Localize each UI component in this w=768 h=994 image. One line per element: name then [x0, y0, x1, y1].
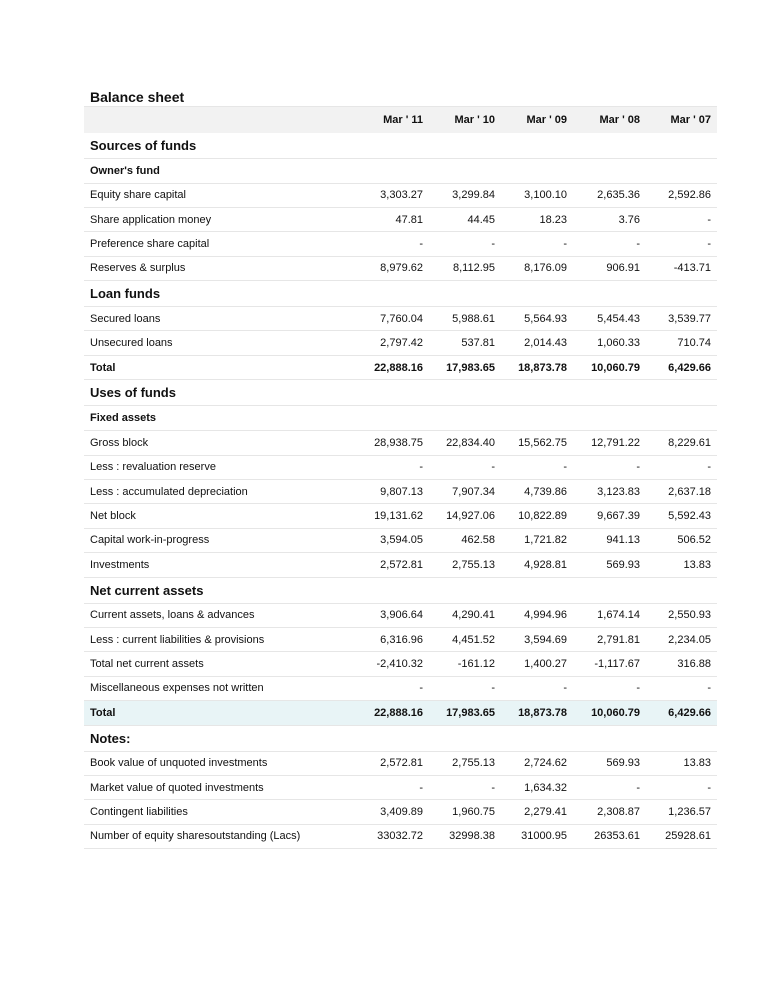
value-cell: 10,060.79	[591, 361, 640, 374]
value-cell: 2,592.86	[668, 189, 711, 202]
value-cell: -	[707, 682, 711, 695]
table-row	[84, 824, 717, 848]
column-header: Mar ' 10	[429, 107, 501, 133]
row-label: Equity share capital	[90, 189, 186, 202]
value-cell: 10,060.79	[591, 706, 640, 719]
value-cell: 14,927.06	[446, 510, 495, 523]
value-cell: 4,290.41	[452, 609, 495, 622]
value-cell: 5,988.61	[452, 312, 495, 325]
value-cell: -	[707, 213, 711, 226]
value-cell: 506.52	[677, 534, 711, 547]
section-heading: Net current assets	[84, 577, 717, 603]
value-cell: 2,637.18	[668, 485, 711, 498]
value-cell: -	[419, 781, 423, 794]
value-cell: -	[419, 461, 423, 474]
value-cell: -	[563, 461, 567, 474]
value-cell: -	[491, 461, 495, 474]
balance-sheet	[84, 88, 717, 849]
subsection-heading: Fixed assets	[84, 406, 717, 431]
value-cell: 3,594.69	[524, 633, 567, 646]
table-row	[84, 676, 717, 700]
value-cell: 7,907.34	[452, 485, 495, 498]
row-label: Miscellaneous expenses not written	[90, 682, 264, 695]
section-heading-row	[84, 133, 717, 159]
value-cell: 316.88	[677, 658, 711, 671]
value-cell: 1,236.57	[668, 806, 711, 818]
value-cell: 2,572.81	[380, 757, 423, 770]
value-cell: 19,131.62	[374, 510, 423, 523]
value-cell: 6,316.96	[380, 633, 423, 646]
value-cell: 17,983.65	[446, 361, 495, 374]
value-cell: 1,400.27	[524, 658, 567, 671]
value-cell: 8,176.09	[524, 262, 567, 275]
value-cell: 3,123.83	[597, 485, 640, 498]
value-cell: 941.13	[606, 534, 640, 547]
value-cell: 2,755.13	[452, 757, 495, 770]
table-row	[84, 431, 717, 455]
row-label: Investments	[90, 558, 150, 571]
table-row	[84, 307, 717, 331]
value-cell: 3,299.84	[452, 189, 495, 202]
value-cell: -413.71	[673, 262, 711, 275]
value-cell: -	[636, 237, 640, 250]
value-cell: 17,983.65	[446, 706, 495, 719]
section-heading-row	[84, 725, 717, 751]
value-cell: 2,755.13	[452, 558, 495, 571]
value-cell: 6,429.66	[668, 706, 711, 719]
value-cell: -	[491, 682, 495, 695]
value-cell: 2,797.42	[380, 337, 423, 350]
value-cell: 3,539.77	[668, 312, 711, 325]
value-cell: -	[491, 781, 495, 794]
row-label: Total	[90, 706, 116, 719]
value-cell: 9,667.39	[597, 510, 640, 523]
row-label: Total	[90, 361, 116, 374]
column-header: Mar ' 09	[501, 107, 573, 133]
value-cell: 3,594.05	[380, 534, 423, 547]
table-row	[84, 183, 717, 207]
section-heading: Loan funds	[84, 281, 717, 307]
section-heading: Uses of funds	[84, 380, 717, 406]
value-cell: -	[707, 781, 711, 794]
value-cell: 2,014.43	[524, 337, 567, 350]
table-row	[84, 331, 717, 355]
value-cell: 6,429.66	[668, 361, 711, 374]
value-cell: 2,308.87	[597, 806, 640, 818]
balance-sheet-table	[84, 106, 717, 849]
value-cell: -2,410.32	[376, 658, 423, 671]
value-cell: -	[636, 682, 640, 695]
value-cell: -1,117.67	[594, 658, 640, 671]
row-label: Less : revaluation reserve	[90, 461, 216, 474]
value-cell: 1,721.82	[524, 534, 567, 547]
row-label: Capital work-in-progress	[90, 534, 210, 547]
value-cell: 4,994.96	[524, 609, 567, 622]
value-cell: 28,938.75	[374, 436, 423, 449]
table-row	[84, 232, 717, 256]
value-cell: 2,550.93	[668, 609, 711, 622]
value-cell: 3,303.27	[380, 189, 423, 202]
value-cell: 3,409.89	[380, 806, 423, 818]
value-cell: 4,928.81	[524, 558, 567, 571]
value-cell: -	[419, 237, 423, 250]
value-cell: 32998.38	[449, 830, 495, 843]
row-label: Contingent liabilities	[90, 806, 188, 818]
value-cell: 3,100.10	[524, 189, 567, 202]
column-header: Mar ' 07	[646, 107, 717, 133]
table-row	[84, 553, 717, 577]
value-cell: 8,229.61	[668, 436, 711, 449]
section-heading: Sources of funds	[84, 133, 717, 159]
section-heading: Notes:	[84, 725, 717, 751]
value-cell: -	[707, 461, 711, 474]
row-label: Less : current liabilities & provisions	[90, 633, 265, 646]
value-cell: 13.83	[683, 757, 711, 770]
value-cell: 3,906.64	[380, 609, 423, 622]
value-cell: -161.12	[457, 658, 495, 671]
value-cell: 1,060.33	[597, 337, 640, 350]
value-cell: -	[707, 237, 711, 250]
column-header-label	[84, 107, 357, 133]
row-label: Total net current assets	[90, 658, 204, 671]
value-cell: 3.76	[618, 213, 640, 226]
value-cell: 31000.95	[521, 830, 567, 843]
value-cell: 8,112.95	[452, 262, 495, 275]
table-row	[84, 652, 717, 676]
row-label: Reserves & surplus	[90, 262, 186, 275]
table-row	[84, 455, 717, 479]
section-heading-row	[84, 577, 717, 603]
value-cell: 2,234.05	[668, 633, 711, 646]
table-row	[84, 504, 717, 528]
value-cell: 4,739.86	[524, 485, 567, 498]
value-cell: -	[636, 461, 640, 474]
value-cell: 22,834.40	[446, 436, 495, 449]
row-label: Book value of unquoted investments	[90, 757, 268, 770]
value-cell: 2,724.62	[524, 757, 567, 770]
value-cell: -	[563, 237, 567, 250]
row-label: Number of equity sharesoutstanding (Lacs)	[90, 830, 301, 843]
table-row	[84, 256, 717, 280]
value-cell: 462.58	[461, 534, 495, 547]
table-row	[84, 480, 717, 504]
value-cell: -	[491, 237, 495, 250]
value-cell: 15,562.75	[518, 436, 567, 449]
value-cell: 569.93	[606, 757, 640, 770]
row-label: Unsecured loans	[90, 337, 173, 350]
row-label: Current assets, loans & advances	[90, 609, 255, 622]
value-cell: 2,279.41	[524, 806, 567, 818]
subsection-heading-row	[84, 158, 717, 183]
value-cell: 4,451.52	[452, 633, 495, 646]
row-label: Market value of quoted investments	[90, 781, 264, 794]
column-header: Mar ' 08	[573, 107, 646, 133]
value-cell: 569.93	[606, 558, 640, 571]
value-cell: 18,873.78	[518, 361, 567, 374]
row-label: Share application money	[90, 213, 212, 226]
subsection-heading-row	[84, 406, 717, 431]
value-cell: -	[636, 781, 640, 794]
table-body	[84, 133, 717, 849]
column-header: Mar ' 11	[357, 107, 429, 133]
value-cell: 1,674.14	[597, 609, 640, 622]
value-cell: 12,791.22	[591, 436, 640, 449]
value-cell: 710.74	[677, 337, 711, 350]
column-header-row	[84, 107, 717, 133]
total-row	[84, 701, 717, 725]
table-row	[84, 207, 717, 231]
value-cell: 2,635.36	[597, 189, 640, 202]
value-cell: -	[563, 682, 567, 695]
value-cell: 47.81	[395, 213, 423, 226]
value-cell: 1,960.75	[452, 806, 495, 818]
table-row	[84, 751, 717, 775]
value-cell: 22,888.16	[374, 706, 423, 719]
value-cell: 5,454.43	[597, 312, 640, 325]
table-row	[84, 603, 717, 627]
value-cell: 2,791.81	[597, 633, 640, 646]
value-cell: 25928.61	[665, 830, 711, 843]
table-row	[84, 775, 717, 799]
value-cell: -	[419, 682, 423, 695]
value-cell: 906.91	[606, 262, 640, 275]
row-label: Secured loans	[90, 312, 161, 325]
value-cell: 537.81	[461, 337, 495, 350]
total-row	[84, 355, 717, 379]
value-cell: 13.83	[683, 558, 711, 571]
value-cell: 5,592.43	[668, 510, 711, 523]
value-cell: 44.45	[467, 213, 495, 226]
table-row	[84, 528, 717, 552]
row-label: Gross block	[90, 436, 149, 449]
value-cell: 8,979.62	[380, 262, 423, 275]
page-title: Balance sheet	[90, 89, 185, 105]
row-label: Less : accumulated depreciation	[90, 485, 248, 498]
value-cell: 18.23	[539, 213, 567, 226]
value-cell: 18,873.78	[518, 706, 567, 719]
value-cell: 10,822.89	[518, 510, 567, 523]
section-heading-row	[84, 281, 717, 307]
row-label: Net block	[90, 510, 136, 523]
value-cell: 33032.72	[377, 830, 423, 843]
table-row	[84, 627, 717, 651]
value-cell: 2,572.81	[380, 558, 423, 571]
value-cell: 5,564.93	[524, 312, 567, 325]
table-row	[84, 800, 717, 824]
value-cell: 1,634.32	[524, 781, 567, 794]
subsection-heading: Owner's fund	[84, 158, 717, 183]
value-cell: 26353.61	[594, 830, 640, 843]
value-cell: 9,807.13	[380, 485, 423, 498]
value-cell: 22,888.16	[374, 361, 423, 374]
row-label: Preference share capital	[90, 237, 210, 250]
section-heading-row	[84, 380, 717, 406]
value-cell: 7,760.04	[380, 312, 423, 325]
